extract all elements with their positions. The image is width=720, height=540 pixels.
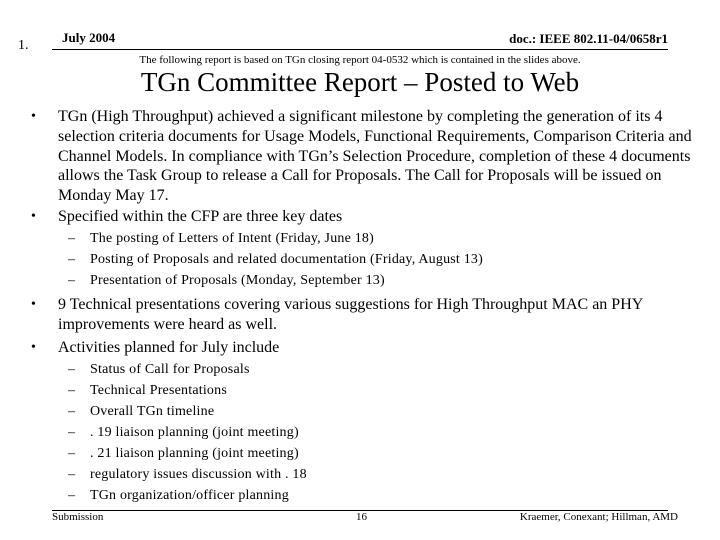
key-date-item: – Posting of Proposals and related documentation (Friday, August 13)	[90, 250, 483, 270]
footer-page-number: 16	[356, 511, 367, 523]
footer-authors: Kraemer, Conexant; Hillman, AMD	[519, 511, 678, 523]
slide-number: 1.	[18, 38, 29, 53]
key-date-item: – The posting of Letters of Intent (Friday, June 18)	[90, 229, 374, 249]
header-doc-id: doc.: IEEE 802.11-04/0658r1	[509, 31, 668, 46]
july-activity-item: – . 19 liaison planning (joint meeting)	[90, 423, 299, 443]
bullet-july-activities: • Activities planned for July include	[58, 338, 698, 358]
bullet-milestone: • TGn (High Throughput) achieved a significant milestone by completing the generation of its 4 selection criteria documents for Usage Models, Functional Requirements, Comparison Criteria and Channel Models. In compliance with TGn’s Selection Procedure, completion of these 4 documents allows the Task Group to release a Call for Proposals. The Call for Proposals will be issued on Monday May 17.	[58, 107, 698, 206]
header-divider	[52, 49, 668, 50]
header-date: July 2004	[62, 30, 116, 45]
july-activity-item: – . 21 liaison planning (joint meeting)	[90, 444, 299, 464]
july-activity-item: – Overall TGn timeline	[90, 402, 214, 422]
july-activity-item: – Technical Presentations	[90, 381, 227, 401]
july-activity-item: – regulatory issues discussion with . 18	[90, 465, 307, 485]
bullet-key-dates: • Specified within the CFP are three key dates	[58, 207, 698, 227]
key-date-item: – Presentation of Proposals (Monday, September 13)	[90, 271, 385, 291]
slide-title: TGn Committee Report – Posted to Web	[140, 67, 580, 97]
bullet-technical-presentations: • 9 Technical presentations covering various suggestions for High Throughput MAC an PHY improvements were heard as well.	[58, 295, 698, 335]
july-activity-item: – Status of Call for Proposals	[90, 360, 250, 380]
report-note: The following report is based on TGn closing report 04-0532 which is contained in the slides above.	[139, 54, 581, 66]
footer-submission: Submission	[52, 511, 104, 523]
july-activity-item: – TGn organization/officer planning	[90, 486, 289, 506]
